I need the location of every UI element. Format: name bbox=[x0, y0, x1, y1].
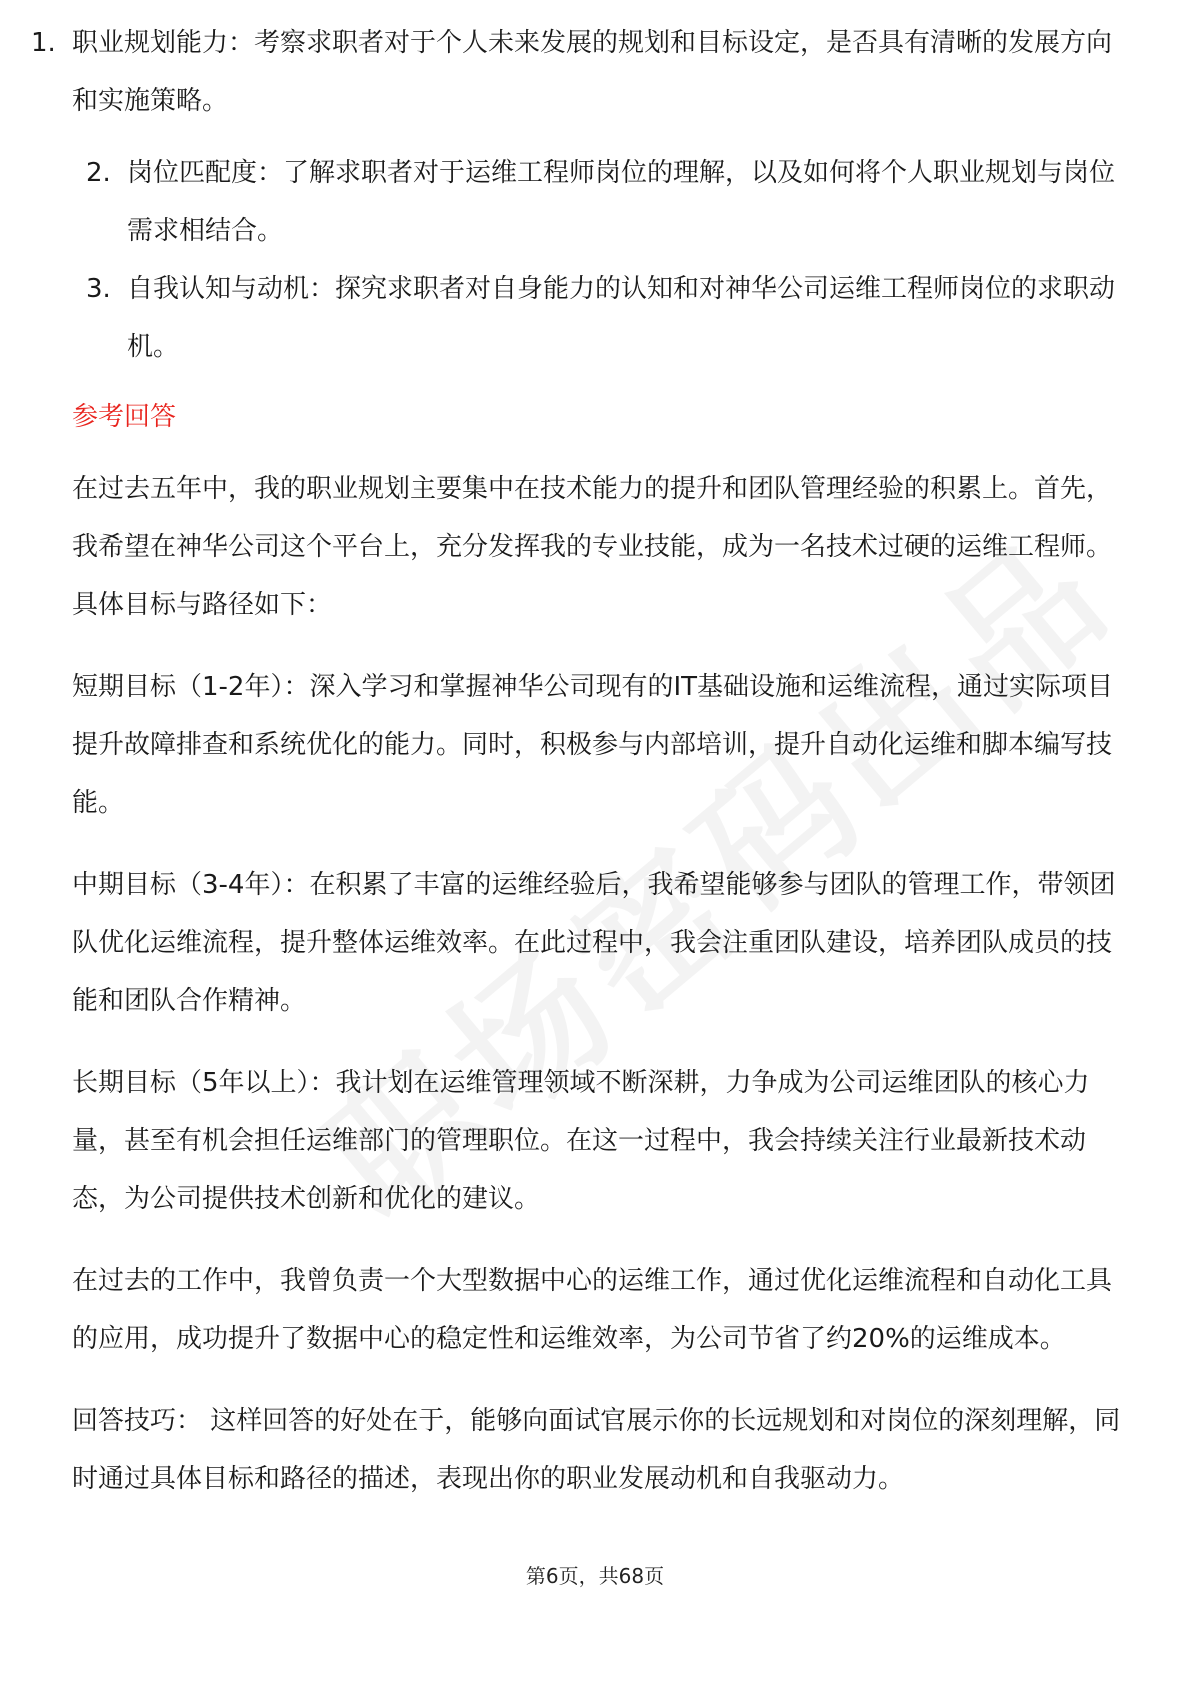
criteria-text: 职业规划能力：考察求职者对于个人未来发展的规划和目标设定，是否具有清晰的发展方向和实施策略。 bbox=[72, 28, 1113, 116]
criteria-item-1 bbox=[31, 20, 1132, 116]
mid-term-goal: 中期目标（3-4年）：在积累了丰富的运维经验后，我希望能够参与团队的管理工作，带领团队优化运维流程，提升整体运维效率。在此过程中，我会注重团队建设，培养团队成员的技能和团队合作精神。 bbox=[72, 870, 1116, 1016]
answer-tips: 回答技巧： 这样回答的好处在于，能够向面试官展示你的长远规划和对岗位的深刻理解，同时通过具体目标和路径的描述，表现出你的职业发展动机和自我驱动力。 bbox=[72, 1406, 1121, 1494]
criteria-number: 3. bbox=[86, 274, 111, 304]
criteria-number: 1. bbox=[31, 28, 56, 58]
past-experience: 在过去的工作中，我曾负责一个大型数据中心的运维工作，通过优化运维流程和自动化工具的应用，成功提升了数据中心的稳定性和运维效率，为公司节省了约20%的运维成本。 bbox=[72, 1266, 1113, 1354]
criteria-list bbox=[31, 20, 1132, 376]
criteria-number: 2. bbox=[86, 158, 111, 188]
page-number: 第6页，共68页 bbox=[525, 1564, 665, 1588]
criteria-text: 自我认知与动机：探究求职者对自身能力的认知和对神华公司运维工程师岗位的求职动机。 bbox=[127, 274, 1116, 362]
criteria-text: 岗位匹配度：了解求职者对于运维工程师岗位的理解，以及如何将个人职业规划与岗位需求相结合。 bbox=[127, 158, 1116, 246]
page-content bbox=[31, 20, 1132, 1532]
answer-intro: 在过去五年中，我的职业规划主要集中在技术能力的提升和团队管理经验的积累上。首先，我希望在神华公司这个平台上，充分发挥我的专业技能，成为一名技术过硬的运维工程师。具体目标与路径如下： bbox=[72, 474, 1113, 620]
long-term-goal: 长期目标（5年以上）：我计划在运维管理领域不断深耕，力争成为公司运维团队的核心力量，甚至有机会担任运维部门的管理职位。在这一过程中，我会持续关注行业最新技术动态，为公司提供技术创新和优化的建议。 bbox=[72, 1068, 1090, 1214]
criteria-item-3 bbox=[72, 260, 1132, 376]
short-term-goal: 短期目标（1-2年）：深入学习和掌握神华公司现有的IT基础设施和运维流程，通过实际项目提升故障排查和系统优化的能力。同时，积极参与内部培训，提升自动化运维和脚本编写技能。 bbox=[72, 672, 1114, 818]
criteria-item-2 bbox=[72, 144, 1132, 260]
section-title: 参考回答 bbox=[72, 402, 177, 432]
